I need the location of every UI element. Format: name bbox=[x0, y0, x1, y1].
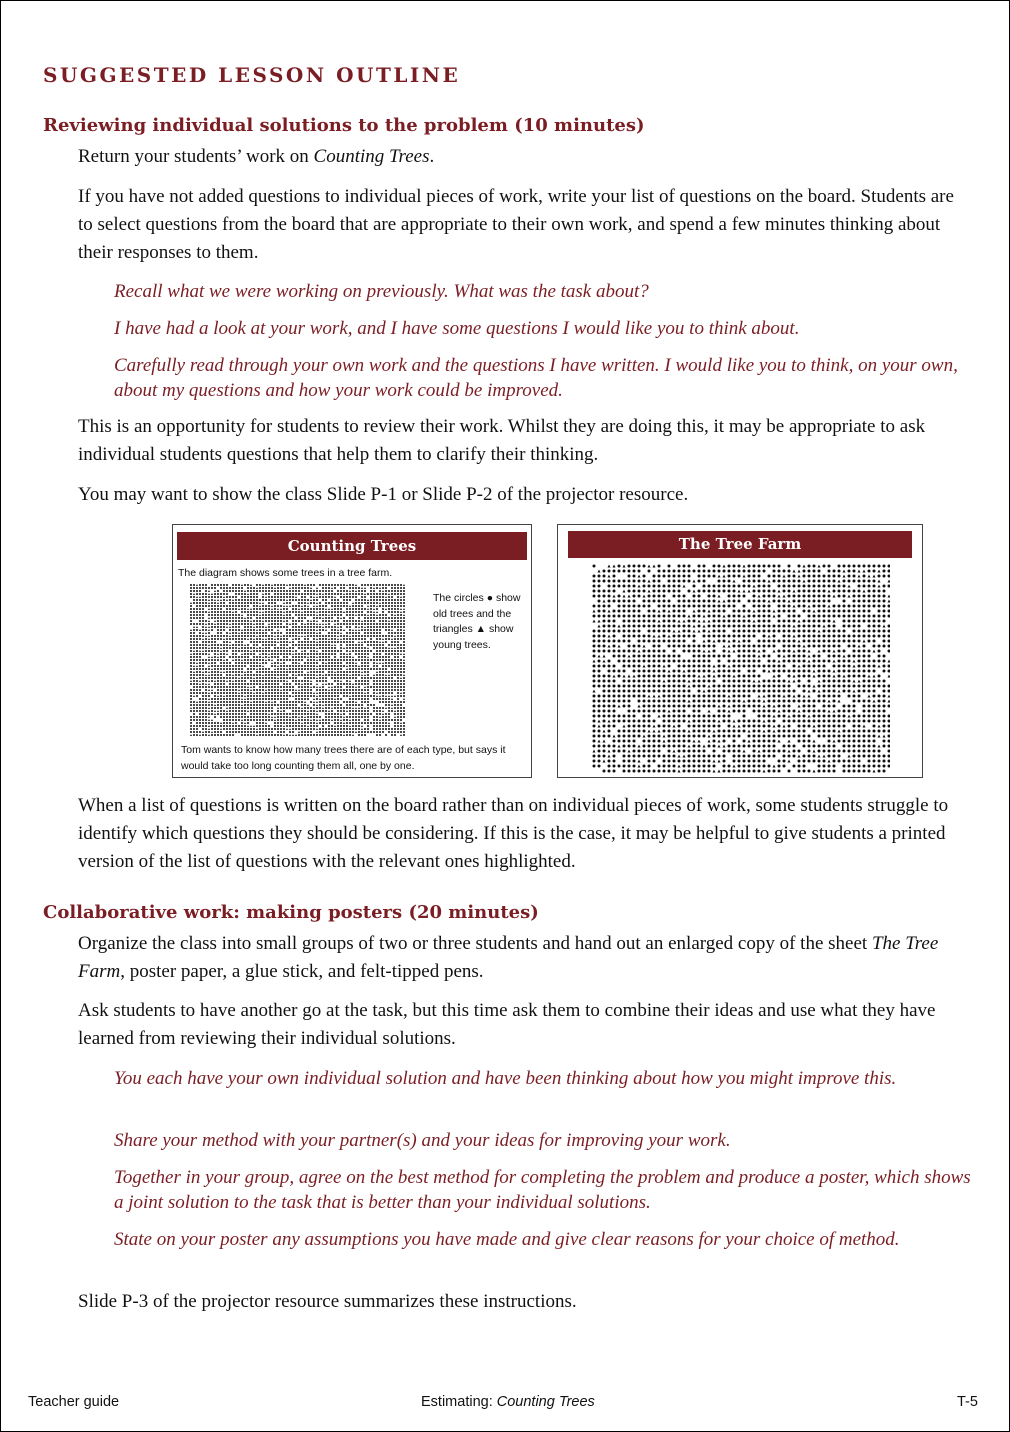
paragraph-return-work bbox=[78, 143, 968, 171]
legend-text: show bbox=[488, 623, 514, 635]
slide-bottom-line: would take too long counting them all, one by one. bbox=[181, 759, 415, 772]
section-heading-reviewing: Reviewing individual solutions to the problem (10 minutes) bbox=[43, 115, 645, 136]
teacher-prompt-recall: Recall what we were working on previously. What was the task about? bbox=[114, 281, 649, 302]
paragraph-review-opportunity: This is an opportunity for students to review their work. Whilst they are doing this, it may be appropriate to ask individual students questions that help them to clarify their thinking. bbox=[78, 416, 926, 465]
slide-counting-trees bbox=[172, 524, 532, 778]
footer-center bbox=[421, 1394, 595, 1410]
text-segment: . bbox=[429, 146, 435, 167]
legend-line bbox=[433, 591, 529, 607]
text-segment: Return your students’ work on bbox=[78, 146, 314, 167]
paragraph-questions-board: If you have not added questions to individual pieces of work, write your list of questions on the board. Students are to select questions from the board that are appropriate to their own work, and spend a few minutes thinking about their responses to them. bbox=[78, 186, 954, 263]
section-heading-collaborative: Collaborative work: making posters (20 minutes) bbox=[43, 902, 539, 923]
page-title: SUGGESTED LESSON OUTLINE bbox=[43, 63, 461, 87]
paragraph-list-of-questions: When a list of questions is written on the board rather than on individual pieces of work, some students struggle to identify which questions they should be considering. If this is the case, it may be helpful to give students a printed version of the list of questions with the relevant ones highlighted. bbox=[78, 795, 949, 872]
slide-title-tree-farm: The Tree Farm bbox=[568, 531, 912, 558]
slide-legend-note bbox=[433, 591, 529, 653]
footer-left: Teacher guide bbox=[28, 1394, 120, 1410]
footer-page-number: T-5 bbox=[957, 1394, 978, 1410]
triangle-icon: ▲ bbox=[475, 623, 487, 635]
footer-text: Estimating: bbox=[421, 1394, 497, 1410]
slide-bottom-line: Tom wants to know how many trees there are of each type, but says it bbox=[181, 744, 506, 756]
teacher-prompt-share-method: Share your method with your partner(s) and your ideas for improving your work. bbox=[114, 1130, 731, 1151]
paragraph-show-slide: You may want to show the class Slide P-1 or Slide P-2 of the projector resource. bbox=[78, 484, 689, 505]
text-segment: , poster paper, a glue stick, and felt-tipped pens. bbox=[120, 961, 484, 982]
teacher-prompt-together: Together in your group, agree on the best method for completing the problem and produce a poster, which shows a joint solution to the task that is better than your individual solutions. bbox=[114, 1167, 971, 1213]
paragraph-another-go: Ask students to have another go at the task, but this time ask them to combine their ideas and use what they have learned from reviewing their individual solutions. bbox=[78, 1000, 936, 1049]
slide-the-tree-farm bbox=[557, 524, 923, 778]
tree-farm-diagram-large bbox=[592, 564, 890, 775]
footer-italic: Counting Trees bbox=[496, 1394, 595, 1410]
italic-title: The Tree Farm bbox=[78, 933, 939, 982]
legend-text: triangles bbox=[433, 623, 473, 635]
legend-text: show bbox=[495, 592, 521, 604]
text-segment: Organize the class into small groups of two or three students and hand out an enlarged copy of the sheet bbox=[78, 933, 872, 954]
teacher-prompt-state-assumptions: State on your poster any assumptions you have made and give clear reasons for your choice of method. bbox=[114, 1229, 900, 1250]
teacher-prompt-read-through: Carefully read through your own work and the questions I have written. I would like you to think, on your own, about my questions and how your work could be improved. bbox=[114, 355, 958, 401]
circle-icon: ● bbox=[486, 592, 494, 604]
tree-farm-diagram-small bbox=[189, 583, 407, 736]
legend-line: old trees and the bbox=[433, 607, 512, 620]
legend-text: The circles bbox=[433, 592, 484, 604]
paragraph-organize-class bbox=[78, 930, 968, 986]
legend-line bbox=[433, 622, 529, 638]
paragraph-slide-p3: Slide P-3 of the projector resource summarizes these instructions. bbox=[78, 1291, 577, 1312]
slide-bottom-text bbox=[181, 743, 526, 774]
slide-title-counting-trees: Counting Trees bbox=[177, 532, 527, 560]
italic-title: Counting Trees bbox=[313, 146, 430, 167]
slide-intro-text: The diagram shows some trees in a tree farm. bbox=[178, 567, 393, 579]
legend-line: young trees. bbox=[433, 638, 491, 651]
teacher-prompt-look: I have had a look at your work, and I have some questions I would like you to think about. bbox=[114, 318, 800, 339]
teacher-prompt-individual-solution: You each have your own individual solution and have been thinking about how you might improve this. bbox=[114, 1068, 897, 1089]
